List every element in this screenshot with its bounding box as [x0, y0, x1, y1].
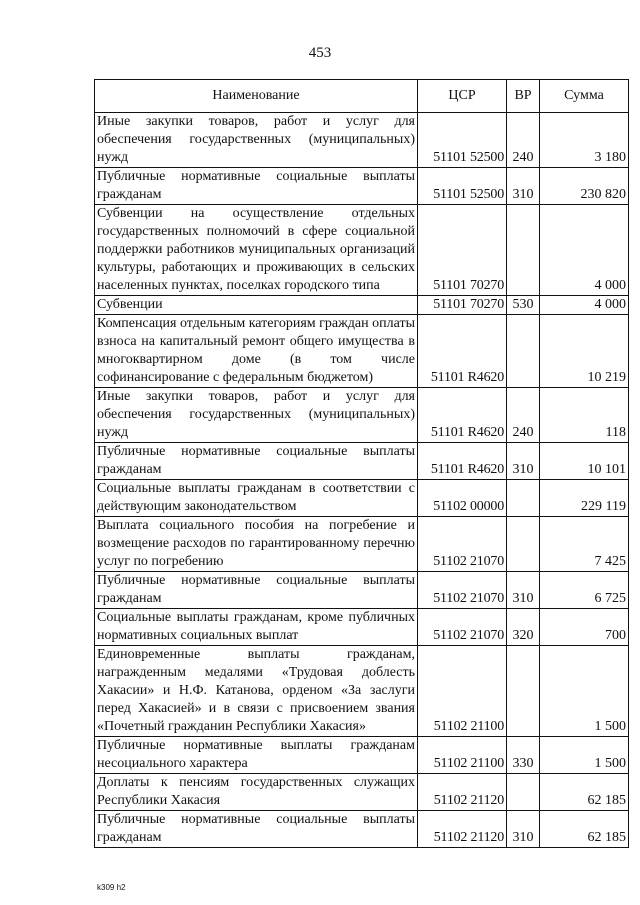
cell-vr: 530: [507, 296, 540, 315]
cell-sum: 3 180: [540, 113, 629, 168]
cell-name: Публичные нормативные социальные выплаты гражданам: [95, 811, 418, 848]
cell-csr: 51101 52500: [418, 168, 507, 205]
cell-name: Выплата социального пособия на погребение и возмещение расходов по гарантированному перечню услуг по погребению: [95, 517, 418, 572]
cell-name: Субвенции на осуществление отдельных государственных полномочий в сфере социальной поддержки работников муниципальных организаций культуры, работающих и проживающих в сельских населенных пунктах, поселках городского типа: [95, 205, 418, 296]
cell-csr: 51102 21070: [418, 572, 507, 609]
cell-vr: 310: [507, 572, 540, 609]
cell-vr: 240: [507, 113, 540, 168]
table-row: [95, 811, 629, 848]
cell-csr: 51101 R4620: [418, 443, 507, 480]
cell-vr: [507, 774, 540, 811]
cell-sum: 6 725: [540, 572, 629, 609]
cell-csr: 51101 70270: [418, 296, 507, 315]
cell-vr: [507, 315, 540, 388]
cell-csr: 51102 21100: [418, 646, 507, 737]
cell-vr: 310: [507, 811, 540, 848]
cell-sum: 700: [540, 609, 629, 646]
page-number: 453: [308, 45, 332, 61]
table-row: [95, 480, 629, 517]
table-row: [95, 737, 629, 774]
cell-vr: [507, 480, 540, 517]
table-row: [95, 609, 629, 646]
cell-name: Доплаты к пенсиям государственных служащих Республики Хакасия: [95, 774, 418, 811]
cell-name: Публичные нормативные выплаты гражданам несоциального характера: [95, 737, 418, 774]
table-row: [95, 443, 629, 480]
cell-name: Социальные выплаты гражданам, кроме публичных нормативных социальных выплат: [95, 609, 418, 646]
cell-name: Субвенции: [95, 296, 418, 315]
table-header-row: [95, 80, 629, 113]
table-row: [95, 296, 629, 315]
cell-csr: 51101 52500: [418, 113, 507, 168]
header-sum: Сумма: [540, 80, 629, 113]
cell-name: Публичные нормативные социальные выплаты гражданам: [95, 572, 418, 609]
table-row: [95, 646, 629, 737]
table-row: [95, 572, 629, 609]
cell-vr: 320: [507, 609, 540, 646]
cell-csr: 51102 21070: [418, 609, 507, 646]
cell-sum: 10 101: [540, 443, 629, 480]
cell-sum: 118: [540, 388, 629, 443]
cell-csr: 51102 21120: [418, 774, 507, 811]
cell-name: Публичные нормативные социальные выплаты гражданам: [95, 168, 418, 205]
cell-sum: 62 185: [540, 811, 629, 848]
cell-csr: 51102 00000: [418, 480, 507, 517]
cell-csr: 51102 21120: [418, 811, 507, 848]
cell-sum: 229 119: [540, 480, 629, 517]
cell-csr: 51101 70270: [418, 205, 507, 296]
cell-sum: 1 500: [540, 737, 629, 774]
table-body: [95, 113, 629, 848]
cell-vr: 310: [507, 443, 540, 480]
header-vr: ВР: [507, 80, 540, 113]
cell-csr: 51102 21070: [418, 517, 507, 572]
cell-vr: 310: [507, 168, 540, 205]
cell-vr: [507, 646, 540, 737]
header-name: Наименование: [95, 80, 418, 113]
cell-vr: 240: [507, 388, 540, 443]
cell-csr: 51102 21100: [418, 737, 507, 774]
cell-name: Единовременные выплаты гражданам, награжденным медалями «Трудовая доблесть Хакасии» и Н.Ф. Катанова, орденом «За заслуги перед Хакасией» и в связи с присвоением звания «Почетный гражданин Республики Хакасия»: [95, 646, 418, 737]
table-row: [95, 315, 629, 388]
cell-name: Иные закупки товаров, работ и услуг для обеспечения государственных (муниципальных) нужд: [95, 113, 418, 168]
cell-vr: [507, 205, 540, 296]
cell-name: Компенсация отдельным категориям граждан оплаты взноса на капитальный ремонт общего имущества в многоквартирном доме (в том числе софинансирование с федеральным бюджетом): [95, 315, 418, 388]
table-row: [95, 113, 629, 168]
cell-sum: 4 000: [540, 296, 629, 315]
cell-vr: [507, 517, 540, 572]
cell-sum: 230 820: [540, 168, 629, 205]
cell-sum: 4 000: [540, 205, 629, 296]
table-row: [95, 774, 629, 811]
table-row: [95, 517, 629, 572]
footer-code: k309 h2: [97, 883, 126, 892]
cell-sum: 1 500: [540, 646, 629, 737]
cell-sum: 7 425: [540, 517, 629, 572]
cell-name: Социальные выплаты гражданам в соответствии с действующим законодательством: [95, 480, 418, 517]
header-csr: ЦСР: [418, 80, 507, 113]
budget-table: [94, 79, 629, 848]
cell-sum: 62 185: [540, 774, 629, 811]
table-row: [95, 205, 629, 296]
cell-vr: 330: [507, 737, 540, 774]
cell-name: Иные закупки товаров, работ и услуг для обеспечения государственных (муниципальных) нужд: [95, 388, 418, 443]
cell-csr: 51101 R4620: [418, 388, 507, 443]
cell-csr: 51101 R4620: [418, 315, 507, 388]
cell-sum: 10 219: [540, 315, 629, 388]
table-row: [95, 168, 629, 205]
cell-name: Публичные нормативные социальные выплаты гражданам: [95, 443, 418, 480]
table-row: [95, 388, 629, 443]
